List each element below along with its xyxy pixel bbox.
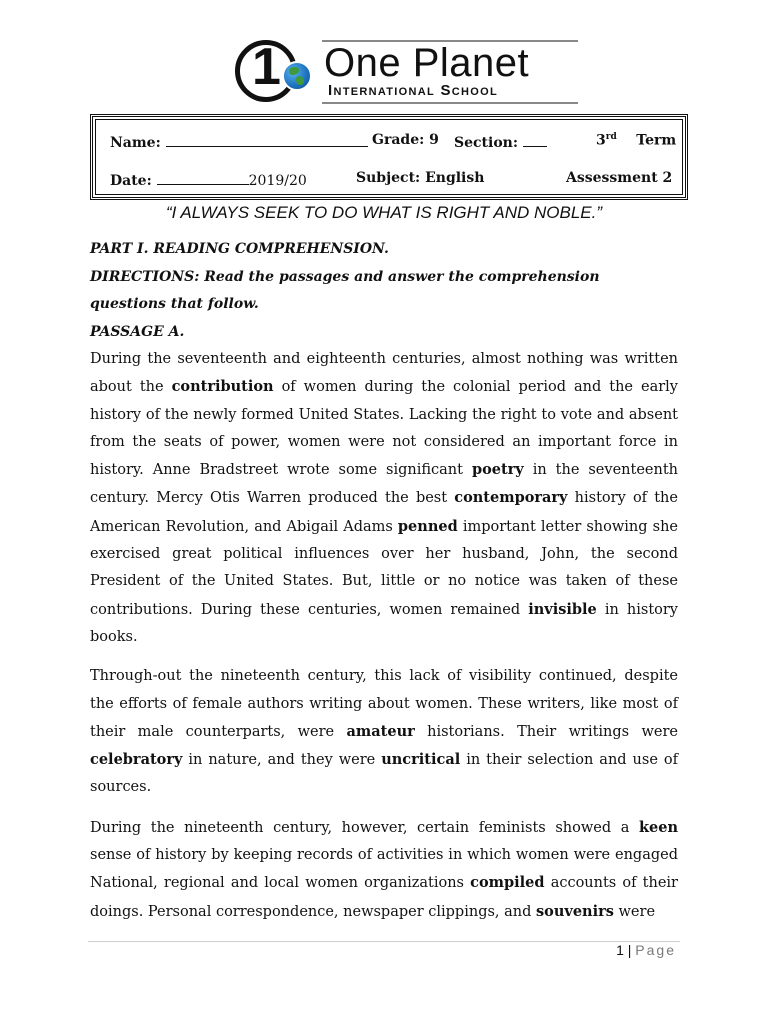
footer-rule (88, 941, 680, 942)
paragraph-text: important letter showing she exercised great political influences over her husband, John, the second President of the United States. But, little or no notice was taken of these contributions. During these centuries, women remained (90, 518, 678, 618)
logo-school-name: One Planet (324, 41, 530, 85)
grade-field (372, 132, 439, 148)
info-row-name (108, 132, 677, 154)
date-label: Date: (110, 173, 152, 189)
name-label: Name: (110, 135, 161, 151)
vocabulary-word: invisible (528, 600, 597, 618)
paragraph-text: were (613, 903, 656, 920)
vocabulary-word: compiled (470, 874, 545, 892)
directions-line: questions that follow. (90, 296, 259, 312)
section-label: Section: (454, 135, 519, 151)
grade-value: 9 (429, 132, 439, 148)
passage-paragraph-3 (90, 814, 678, 926)
section-blank[interactable] (523, 132, 547, 147)
vocabulary-word: penned (397, 517, 458, 535)
date-year: 2019/20 (248, 173, 307, 189)
page-number: 1 (616, 942, 624, 958)
globe-icon (282, 61, 312, 91)
paragraph-text: During the nineteenth century, however, certain feminists showed a (90, 819, 639, 836)
logo-school-subtitle: International School (328, 82, 499, 99)
directions-line: DIRECTIONS: Read the passages and answer the comprehension (90, 268, 600, 285)
paragraph-text: in their selection and use of sources. (90, 752, 678, 796)
paragraph-text: of women during the colonial period and the early history of the newly formed United States. Lacking the right to vote and absent from the seats of power, women were not considered an important force in history. Anne Bradstreet wrote some significant (90, 379, 678, 479)
paragraph-text: in nature, and they were (182, 752, 382, 769)
term-ordinal-suffix: rd (605, 132, 617, 142)
vocabulary-word: souvenirs (536, 902, 614, 920)
student-info-inner (95, 119, 683, 195)
subject-field (356, 170, 484, 186)
vocabulary-word: contribution (171, 378, 274, 396)
document-body (90, 236, 678, 938)
vocabulary-word: uncritical (381, 751, 461, 769)
paragraph-text: Through-out the nineteenth century, this lack of visibility continued, despite the efforts of female authors writing about women. These writers, like most of their male counterparts, were (90, 668, 678, 740)
info-row-date (108, 170, 673, 192)
paragraph-text: During the seventeenth and eighteenth centuries, almost nothing was written about the (90, 351, 678, 396)
vocabulary-word: poetry (471, 461, 524, 479)
assessment-label: Assessment 2 (566, 170, 673, 186)
school-logo (232, 36, 582, 110)
page-separator: | (623, 942, 636, 958)
term-ordinal: 3 (596, 132, 606, 149)
passage-title: PASSAGE A. (90, 323, 185, 340)
paragraph-text: sense of history by keeping records of activities in which women were engaged National, regional and local women organizations (90, 847, 678, 892)
logo-digit: 1 (252, 38, 281, 96)
part-title: PART I. READING COMPREHENSION. (90, 241, 389, 257)
subject-value: English (425, 170, 485, 186)
date-field[interactable] (110, 170, 307, 189)
vocabulary-word: contemporary (454, 489, 568, 507)
page-word: Page (635, 942, 676, 958)
grade-label: Grade: (372, 132, 425, 148)
section-field[interactable] (454, 132, 547, 151)
paragraph-text: in the seventeenth century. Mercy Otis Warren produced the best (90, 462, 678, 507)
student-info-box (90, 114, 688, 200)
school-motto: “I ALWAYS SEEK TO DO WHAT IS RIGHT AND NOBLE.” (165, 203, 603, 222)
name-field[interactable] (110, 132, 368, 151)
page-footer (616, 942, 676, 958)
passage-paragraph-2 (90, 663, 678, 801)
paragraph-text: historians. Their writings were (414, 723, 678, 740)
paragraph-text: history of the American Revolution, and Abigail Adams (90, 490, 678, 535)
name-blank[interactable] (166, 132, 368, 147)
term-field (596, 132, 676, 149)
vocabulary-word: amateur (346, 722, 415, 740)
paragraph-text: in history books. (90, 601, 679, 645)
passage-paragraph-1 (90, 346, 678, 651)
vocabulary-word: keen (638, 818, 678, 836)
date-blank[interactable] (157, 170, 249, 185)
term-label: Term (636, 132, 677, 149)
vocabulary-word: celebratory (90, 751, 183, 769)
paragraph-text: accounts of their doings. Personal correspondence, newspaper clippings, and (90, 875, 678, 920)
logo-rule (322, 102, 578, 104)
subject-label: Subject: (356, 170, 421, 186)
